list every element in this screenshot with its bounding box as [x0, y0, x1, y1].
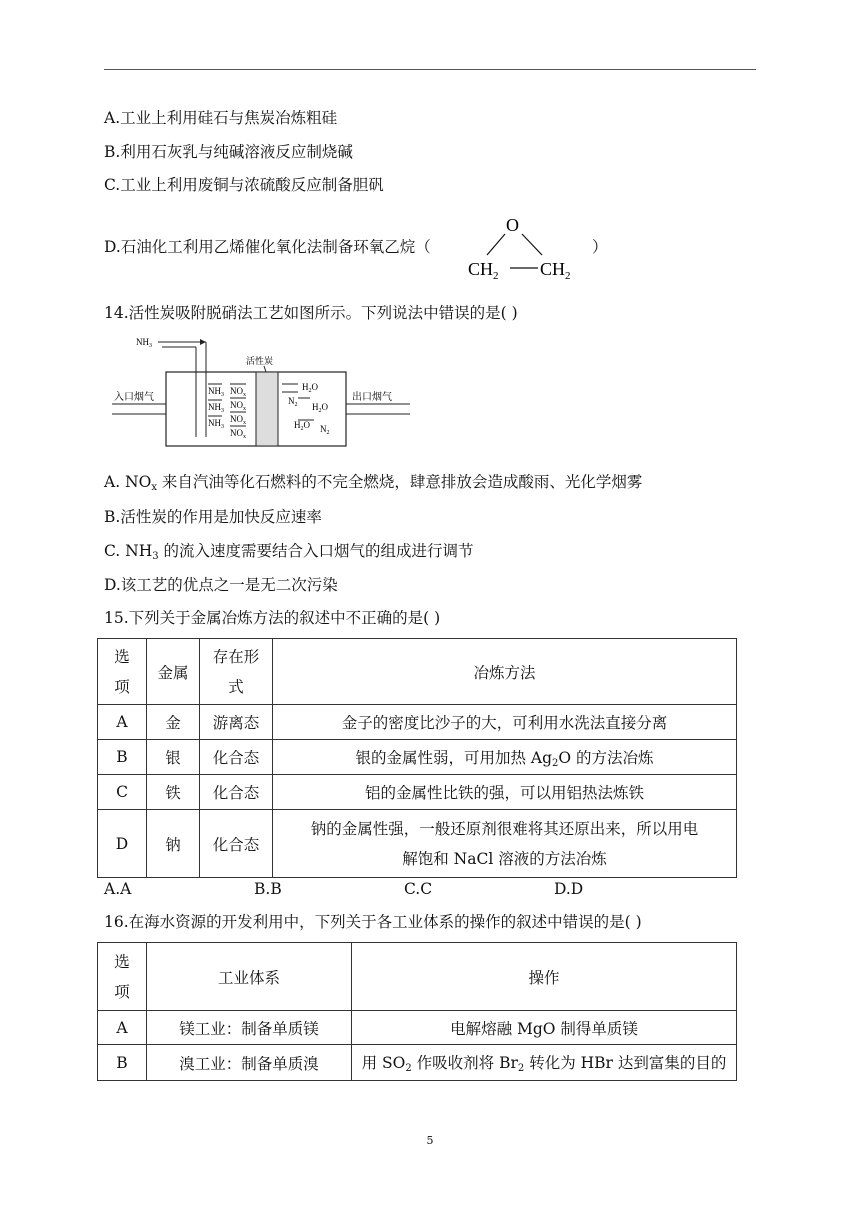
- cell-option: A: [98, 1011, 147, 1045]
- header-rule: [104, 69, 756, 70]
- nox-1: $NO_x$: [230, 386, 246, 398]
- cell-option: C: [98, 775, 147, 810]
- q13-option-d-close: ）: [592, 238, 608, 256]
- inlet-label: 入口烟气: [114, 392, 154, 403]
- h2o-3: $H_2O$: [294, 420, 310, 432]
- cell-metal: 银: [147, 740, 200, 775]
- h2o-1: $H_2O$: [302, 382, 318, 394]
- cell-option: B: [98, 1045, 147, 1081]
- nh3-entry-1: $NH_3$: [208, 386, 224, 398]
- cell-option: D: [98, 810, 147, 878]
- cell-option: A: [98, 705, 147, 740]
- table-row: [98, 705, 737, 740]
- q15-choice-c: C.C: [404, 880, 433, 898]
- nh3-entry-3: $NH_3$: [208, 418, 224, 430]
- q15-header-option: 选 项: [98, 639, 147, 705]
- q15-header-metal: 金属: [147, 639, 200, 705]
- nox-4: $NO_x$: [230, 428, 246, 440]
- q15-choice-d: D.D: [554, 880, 584, 898]
- cell-system: 镁工业：制备单质镁: [147, 1011, 352, 1045]
- q16-table: [97, 942, 737, 1081]
- cell-form: 游离态: [200, 705, 273, 740]
- q15-table: [97, 638, 737, 878]
- cell-form: 化合态: [200, 810, 273, 878]
- table-row: [98, 775, 737, 810]
- q14-stem: 14.活性炭吸附脱硝法工艺如图所示。下列说法中错误的是( ): [104, 304, 518, 322]
- q16-stem: 16.在海水资源的开发利用中，下列关于各工业体系的操作的叙述中错误的是( ): [104, 913, 642, 931]
- cell-system: 溴工业：制备单质溴: [147, 1045, 352, 1081]
- cell-option: B: [98, 740, 147, 775]
- cell-method: 金子的密度比沙子的大，可利用水洗法直接分离: [273, 705, 737, 740]
- q14-option-a: A. $NO_x$ 来自汽油等化石燃料的不完全燃烧，肆意排放会造成酸雨、光化学烟雾: [104, 473, 643, 493]
- cell-operation: 电解熔融 MgO 制得单质镁: [352, 1011, 737, 1045]
- nox-3: $NO_x$: [230, 414, 246, 426]
- mol-left: $CH_2$: [468, 259, 499, 282]
- q15-choice-a: A.A: [104, 880, 132, 898]
- h2o-2: $H_2O$: [312, 402, 328, 414]
- q15-choice-b: B.B: [254, 880, 282, 898]
- table-row: [98, 810, 737, 878]
- table-row: [98, 740, 737, 775]
- carbon-label: 活性炭: [246, 356, 274, 366]
- n2-1: $N_2$: [288, 396, 298, 408]
- table-row: [98, 1045, 737, 1081]
- ethylene-oxide-structure: [462, 212, 592, 284]
- mol-o: O: [506, 215, 519, 235]
- q13-option-b: B.利用石灰乳与纯碱溶液反应制烧碱: [104, 143, 353, 161]
- q15-stem: 15.下列关于金属冶炼方法的叙述中不正确的是( ): [104, 609, 441, 627]
- cell-metal: 金: [147, 705, 200, 740]
- q15-header-form: 存在形 式: [200, 639, 273, 705]
- q13-option-c: C.工业上利用废铜与浓硫酸反应制备胆矾: [104, 176, 384, 194]
- cell-operation: 用 $SO_2$ 作吸收剂将 $Br_2$ 转化为 HBr 达到富集的目的: [352, 1045, 737, 1081]
- nh3-entry-2: $NH_3$: [208, 402, 224, 414]
- nh3-label: $NH_3$: [136, 337, 152, 349]
- cell-method: 钠的金属性强，一般还原剂很难将其还原出来，所以用电 解饱和 NaCl 溶液的方法冶炼: [273, 810, 737, 878]
- q14-option-b: B.活性炭的作用是加快反应速率: [104, 508, 322, 526]
- cell-metal: 钠: [147, 810, 200, 878]
- q14-option-d: D.该工艺的优点之一是无二次污染: [104, 576, 338, 594]
- nox-2: $NO_x$: [230, 400, 246, 412]
- q14-option-c: C. $NH_3$ 的流入速度需要结合入口烟气的组成进行调节: [104, 542, 474, 562]
- q16-header-option: 选 项: [98, 943, 147, 1011]
- cell-metal: 铁: [147, 775, 200, 810]
- n2-2: $N_2$: [320, 424, 330, 436]
- cell-method: 银的金属性弱，可用加热 $Ag_2O$ 的方法冶炼: [273, 740, 737, 775]
- denitration-diagram: [112, 332, 412, 457]
- table-row: [98, 1011, 737, 1045]
- q15-header-method: 冶炼方法: [273, 639, 737, 705]
- q13-option-d: [104, 235, 431, 257]
- q13-option-d-text: D.石油化工利用乙烯催化氧化法制备环氧乙烷（: [104, 238, 431, 256]
- q13-option-a: A.工业上利用硅石与焦炭冶炼粗硅: [104, 109, 338, 127]
- cell-method: 铝的金属性比铁的强，可以用铝热法炼铁: [273, 775, 737, 810]
- outlet-label: 出口烟气: [352, 392, 392, 403]
- cell-form: 化合态: [200, 775, 273, 810]
- cell-form: 化合态: [200, 740, 273, 775]
- mol-right: $CH_2$: [540, 259, 571, 282]
- page-number: 5: [426, 1134, 434, 1147]
- q16-header-system: 工业体系: [147, 943, 352, 1011]
- q16-header-operation: 操作: [352, 943, 737, 1011]
